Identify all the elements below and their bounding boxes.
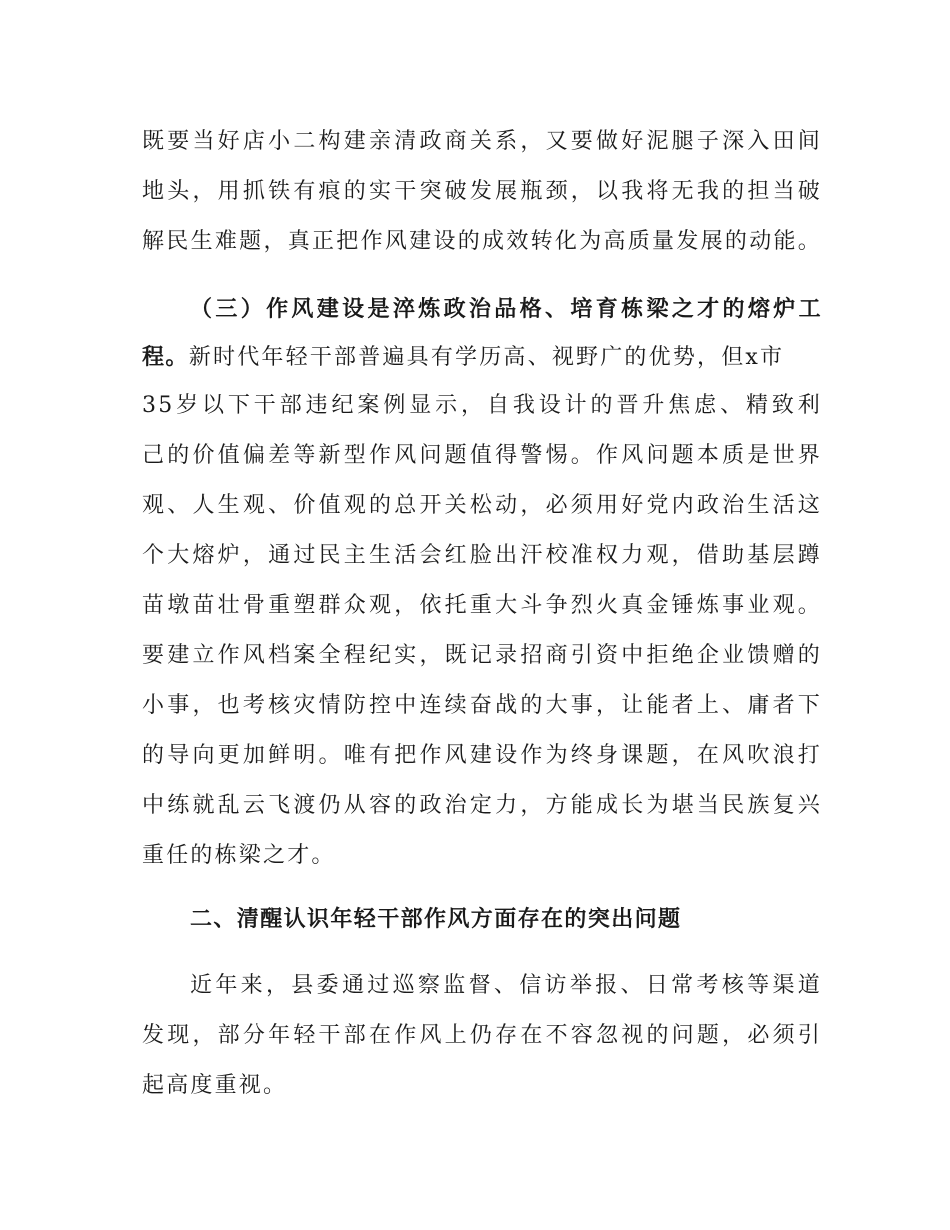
paragraph-line: 己的价值偏差等新型作风问题值得警惕。作风问题本质是世界	[142, 443, 822, 468]
paragraph-line: 近年来，县委通过巡察监督、信访举报、日常考核等渠道	[190, 973, 822, 998]
paragraph-line: 既要当好店小二构建亲清政商关系，又要做好泥腿子深入田间	[142, 129, 822, 154]
paragraph-line: 重任的栋梁之才。	[142, 843, 336, 868]
paragraph-line: 起高度重视。	[142, 1073, 288, 1098]
subsection-heading: （三）作风建设是淬炼政治品格、培育栋梁之才的熔炉工	[190, 297, 822, 322]
paragraph-line: 的导向更加鲜明。唯有把作风建设作为终身课题，在风吹浪打	[142, 743, 822, 768]
paragraph-line: 地头，用抓铁有痕的实干突破发展瓶颈，以我将无我的担当破	[142, 179, 822, 204]
paragraph-line: 中练就乱云飞渡仍从容的政治定力，方能成长为堪当民族复兴	[142, 793, 822, 818]
paragraph-line: 解民生难题，真正把作风建设的成效转化为高质量发展的动能。	[142, 229, 822, 254]
paragraph-line: 个大熔炉，通过民主生活会红脸出汗校准权力观，借助基层蹲	[142, 543, 822, 568]
paragraph-line: 小事，也考核灾情防控中连续奋战的大事，让能者上、庸者下	[142, 693, 822, 718]
paragraph-line: 苗墩苗壮骨重塑群众观，依托重大斗争烈火真金锤炼事业观。	[142, 593, 822, 618]
subsection-heading-end: 程。	[142, 345, 189, 370]
paragraph-text: 新时代年轻干部普遍具有学历高、视野广的优势，但x市	[188, 345, 785, 370]
paragraph-line: 观、人生观、价值观的总开关松动，必须用好党内政治生活这	[142, 493, 822, 518]
paragraph-line: 35岁以下干部违纪案例显示，自我设计的晋升焦虑、精致利	[142, 393, 822, 418]
paragraph-line: 要建立作风档案全程纪实，既记录招商引资中拒绝企业馈赠的	[142, 643, 822, 668]
paragraph-line: 发现，部分年轻干部在作风上仍存在不容忽视的问题，必须引	[142, 1023, 822, 1048]
paragraph-line	[142, 338, 822, 378]
section-heading: 二、清醒认识年轻干部作风方面存在的突出问题	[190, 907, 682, 932]
